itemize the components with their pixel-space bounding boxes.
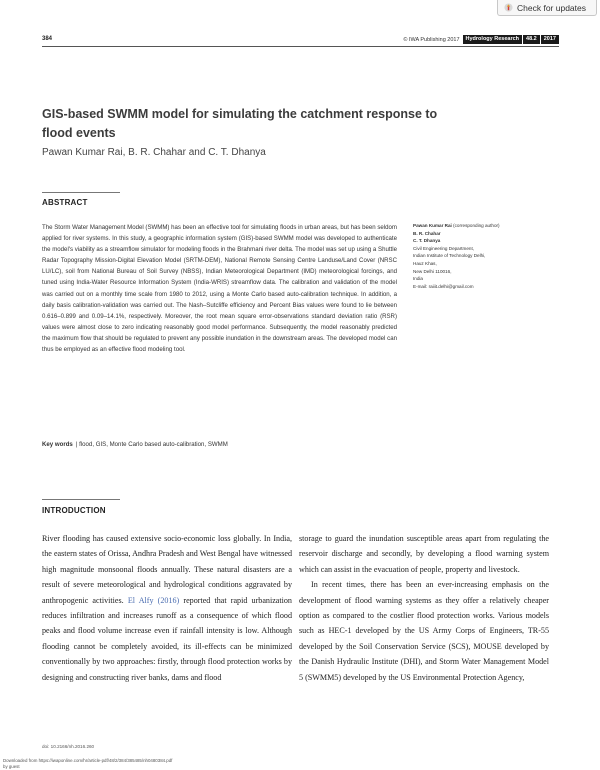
keywords-list: | flood, GIS, Monte Carlo based auto-calibration, SWMM — [75, 441, 228, 448]
download-by: by guest — [3, 763, 20, 769]
affil-author3: C. T. Dhanya — [413, 238, 441, 244]
update-icon — [504, 3, 513, 12]
abstract-text: The Storm Water Management Model (SWMM) has been an effective tool for simulating floods in urban areas, but has been seldom applied for river systems. In this study, a geographic information system (GIS)-based SWMM model was developed to authenticate the model's viability as a streamflow simulator for modeling floods in the Brahmani river delta. The model was set up using a Shuttle Radar Topography Mission-Digital Elevation Model (SRTM-DEM), National Remote Sensing Centre Landuse/Land Cover (NRSC LU/LC), soil from National Bureau of Soil Survey (NBSS), Indian Meteorological Department (IMD) meteorological forcings, and tuned using India-Water Resource Information System (India-WRIS) streamflow data. The calibration and validation of the model was carried out on a monthly time scale from 1980 to 2012, using a Monte Carlo based auto-calibration technique. In addition, a daily basis calibration-validation was carried out. The Nash–Sutcliffe efficiency and Percent Bias values were found to lie between 0.616–0.899 and 0.09–14.1%, respectively. Moreover, the root mean square error-observations standard deviation ratio (RSR) values were almost close to zero indicating reasonably good model performance. Subsequently, the model reasonably predicted the maximum flow that should be regulated to prevent any possible inundation in the downstream areas. The developed model can thus be employed as an effective flood modeling tool. — [42, 224, 397, 354]
affil-street: Hauz Khas, — [413, 260, 437, 266]
affil-country: India — [413, 276, 423, 282]
page-number: 384 — [42, 36, 53, 42]
affil-email: E-mail: raiiit.delhi@gmail.com — [413, 283, 474, 289]
article-authors: Pawan Kumar Rai, B. R. Chahar and C. T. Dhanya — [42, 147, 266, 158]
keywords-label: Key words — [42, 441, 73, 448]
citation-link[interactable]: El Alfy (2016) — [127, 595, 180, 605]
check-for-updates-button[interactable] — [497, 0, 597, 16]
affil-author1: Pawan Kumar Rai — [413, 223, 452, 228]
intro-paragraph-2: In recent times, there has been an ever-increasing emphasis on the development of flood warning systems as they offer a relatively cheaper option as compared to the costlier flood protection works. Various models such as HEC-1 developed by the US Army Corps of Engineers, TR-55 developed by the Soil Conservation Service (SCS), MOUSE developed by the Danish Hydraulic Institute (DHI), and Storm Water Management Model 5 (SWMM5) developed by the US Environmental Protection Agency, — [299, 580, 549, 682]
introduction-right-column — [299, 531, 549, 685]
journal-bar — [463, 35, 559, 44]
download-note — [3, 758, 172, 769]
keywords — [42, 441, 228, 448]
journal-volume: 48.2 — [522, 35, 540, 44]
affil-city: New Delhi 110016, — [413, 268, 452, 274]
doi: doi: 10.2166/nh.2016.260 — [42, 744, 95, 749]
journal-year: 2017 — [540, 35, 559, 44]
check-for-updates-label: Check for updates — [517, 2, 586, 13]
header-rule — [42, 46, 559, 47]
affil-author1-note: (corresponding author) — [451, 223, 500, 228]
introduction-heading: INTRODUCTION — [42, 506, 106, 515]
journal-header — [403, 35, 559, 44]
intro-paragraph-1: River flooding has caused extensive socio-economic loss globally. In India, the eastern states of Orissa, Andhra Pradesh and West Bengal have witnessed high magnitude monsoonal floods annually. These natural disasters are a result of severe meteorological and hydrological conditions aggravated by anthropogenic activities. El Alfy (2016) reported that rapid urbanization reduces infiltration and increases runoff as a consequence of which flood peaks and flood volume increase even if rainfall intensity is low. Although flooding cannot be completely avoided, its ill-effects can be minimized conventionally by two approaches: firstly, through flood protection works by designing and constructing river banks, dams and flood — [42, 534, 292, 682]
affil-department: Civil Engineering Department, — [413, 245, 475, 251]
affil-institute: Indian Institute of Technology Delhi, — [413, 253, 486, 259]
publisher-copyright: © IWA Publishing 2017 — [403, 36, 460, 43]
abstract-rule — [42, 192, 120, 193]
article-title: GIS-based SWMM model for simulating the catchment response to flood events — [42, 107, 438, 140]
intro-paragraph-1-cont: storage to guard the inundation susceptible areas apart from regulating the reservoir discharge and secondly, by developing a flood warning system which can assist in the evacuation of people, property and livestock. — [299, 534, 549, 574]
download-url: Downloaded from https://iwaponline.com/hr/article-pdf/48/2/384/385485/nh0480384.pdf — [3, 758, 173, 763]
author-affiliation — [413, 222, 558, 290]
introduction-left-column — [42, 531, 292, 685]
abstract-heading: ABSTRACT — [42, 198, 88, 207]
introduction-rule — [42, 499, 120, 500]
journal-name: Hydrology Research — [465, 36, 520, 42]
affil-author2: B. R. Chahar — [413, 230, 441, 236]
